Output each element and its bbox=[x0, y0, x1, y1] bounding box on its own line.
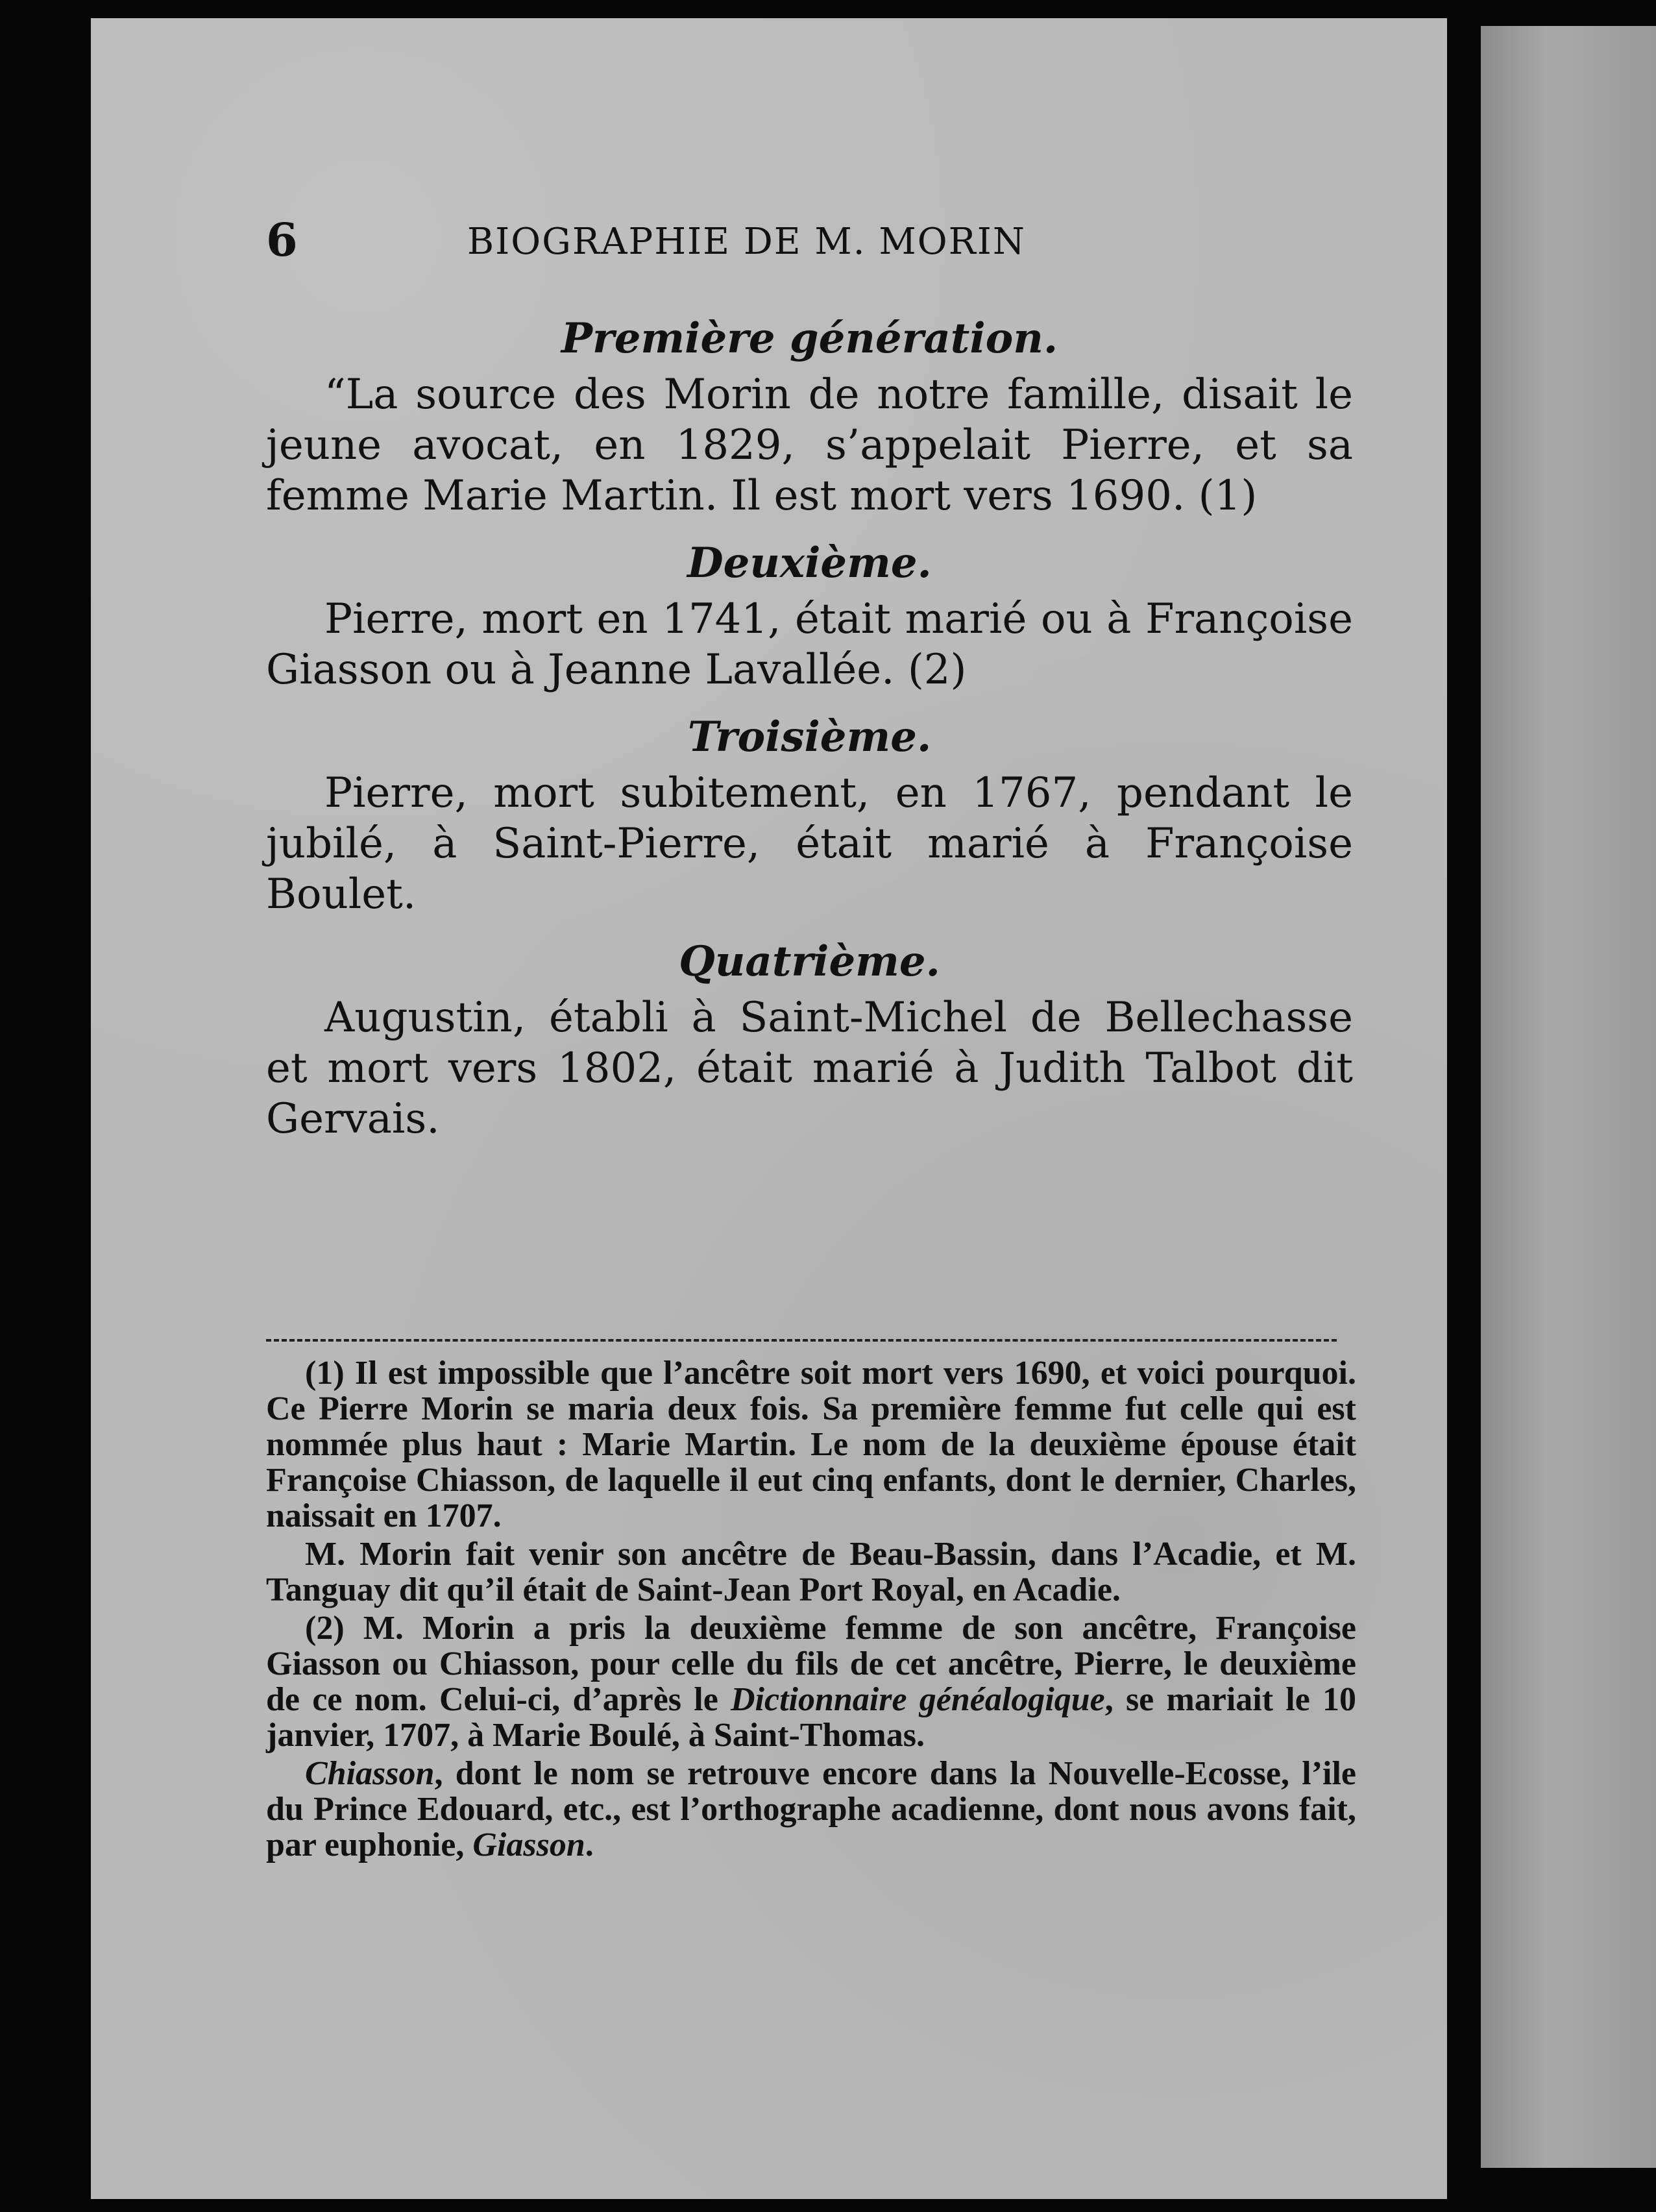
footnote-2-book-title: Dictionnaire généalogique bbox=[730, 1681, 1105, 1718]
generation-heading: Deuxième. bbox=[687, 539, 932, 587]
generation-heading: Quatrième. bbox=[679, 937, 940, 986]
generation-paragraph: Augustin, établi à Saint-Michel de Bellechasse et mort vers 1802, était marié à Judith Talbot dit Gervais. bbox=[266, 994, 1353, 1143]
generation-heading: Troisième. bbox=[687, 713, 932, 761]
generation-paragraph: “La source des Morin de notre famille, disait le jeune avocat, en 1829, s’appelait Pierre, et sa femme Marie Martin. Il est mort vers 1690. (1) bbox=[266, 371, 1353, 520]
adjacent-page-edge bbox=[1481, 26, 1656, 2168]
footnote-1: (1) Il est impossible que l’ancêtre soit mort vers 1690, et voici pourquoi. Ce Pierre Morin se maria deux fois. Sa première femme fut celle qui est nommée plus haut : Marie Martin. Le nom de la deuxième épouse était Françoise Chiasson, de laquelle il eut cinq enfants, dont le dernier, Charles, naissait en 1707. bbox=[266, 1355, 1356, 1534]
generation-paragraph: Pierre, mort en 1741, était marié ou à Françoise Giasson ou à Jeanne Lavallée. (2) bbox=[266, 595, 1353, 694]
footnote-2-text-end: , se mariait le 10 janvier, 1707, à Marie Boulé, à Saint-Thomas. bbox=[266, 1681, 1357, 1754]
generation-paragraph: Pierre, mort subitement, en 1767, pendant le jubilé, à Saint-Pierre, était marié à Françoise Boulet. bbox=[266, 769, 1353, 918]
page-number: 6 bbox=[266, 213, 298, 267]
page-header bbox=[266, 213, 1226, 265]
footnote-2-continued-text: , dont le nom se retrouve encore dans la Nouvelle-Ecosse, l’ile du Prince Edouard, etc., est l’orthographe acadienne, dont nous avons fait, par euphonie, bbox=[266, 1755, 1356, 1863]
footnote-2 bbox=[266, 1610, 1356, 1753]
footnote-1-continued: M. Morin fait venir son ancêtre de Beau-Bassin, dans l’Acadie, et M. Tanguay dit qu’il était de Saint-Jean Port Royal, en Acadie. bbox=[266, 1536, 1356, 1608]
generation-heading: Première génération. bbox=[561, 314, 1058, 363]
main-text bbox=[266, 313, 1353, 1161]
footnote-2-name-giasson: Giasson bbox=[472, 1826, 585, 1863]
running-title: BIOGRAPHIE DE M. MORIN bbox=[467, 221, 1026, 263]
footnotes bbox=[266, 1355, 1356, 1865]
footnote-2-name-chiasson: Chiasson bbox=[305, 1755, 435, 1792]
book-page bbox=[91, 18, 1447, 2199]
footnote-rule bbox=[266, 1339, 1337, 1342]
footnote-2-period: . bbox=[585, 1826, 594, 1863]
footnote-2-continued bbox=[266, 1756, 1356, 1863]
footnote-2-text-start: (2) M. Morin a pris la deuxième femme de son ancêtre, Françoise Giasson ou Chiasson, pour celle du fils de cet ancêtre, Pierre, le deuxième de ce nom. Celui-ci, d’après le bbox=[266, 1610, 1356, 1718]
